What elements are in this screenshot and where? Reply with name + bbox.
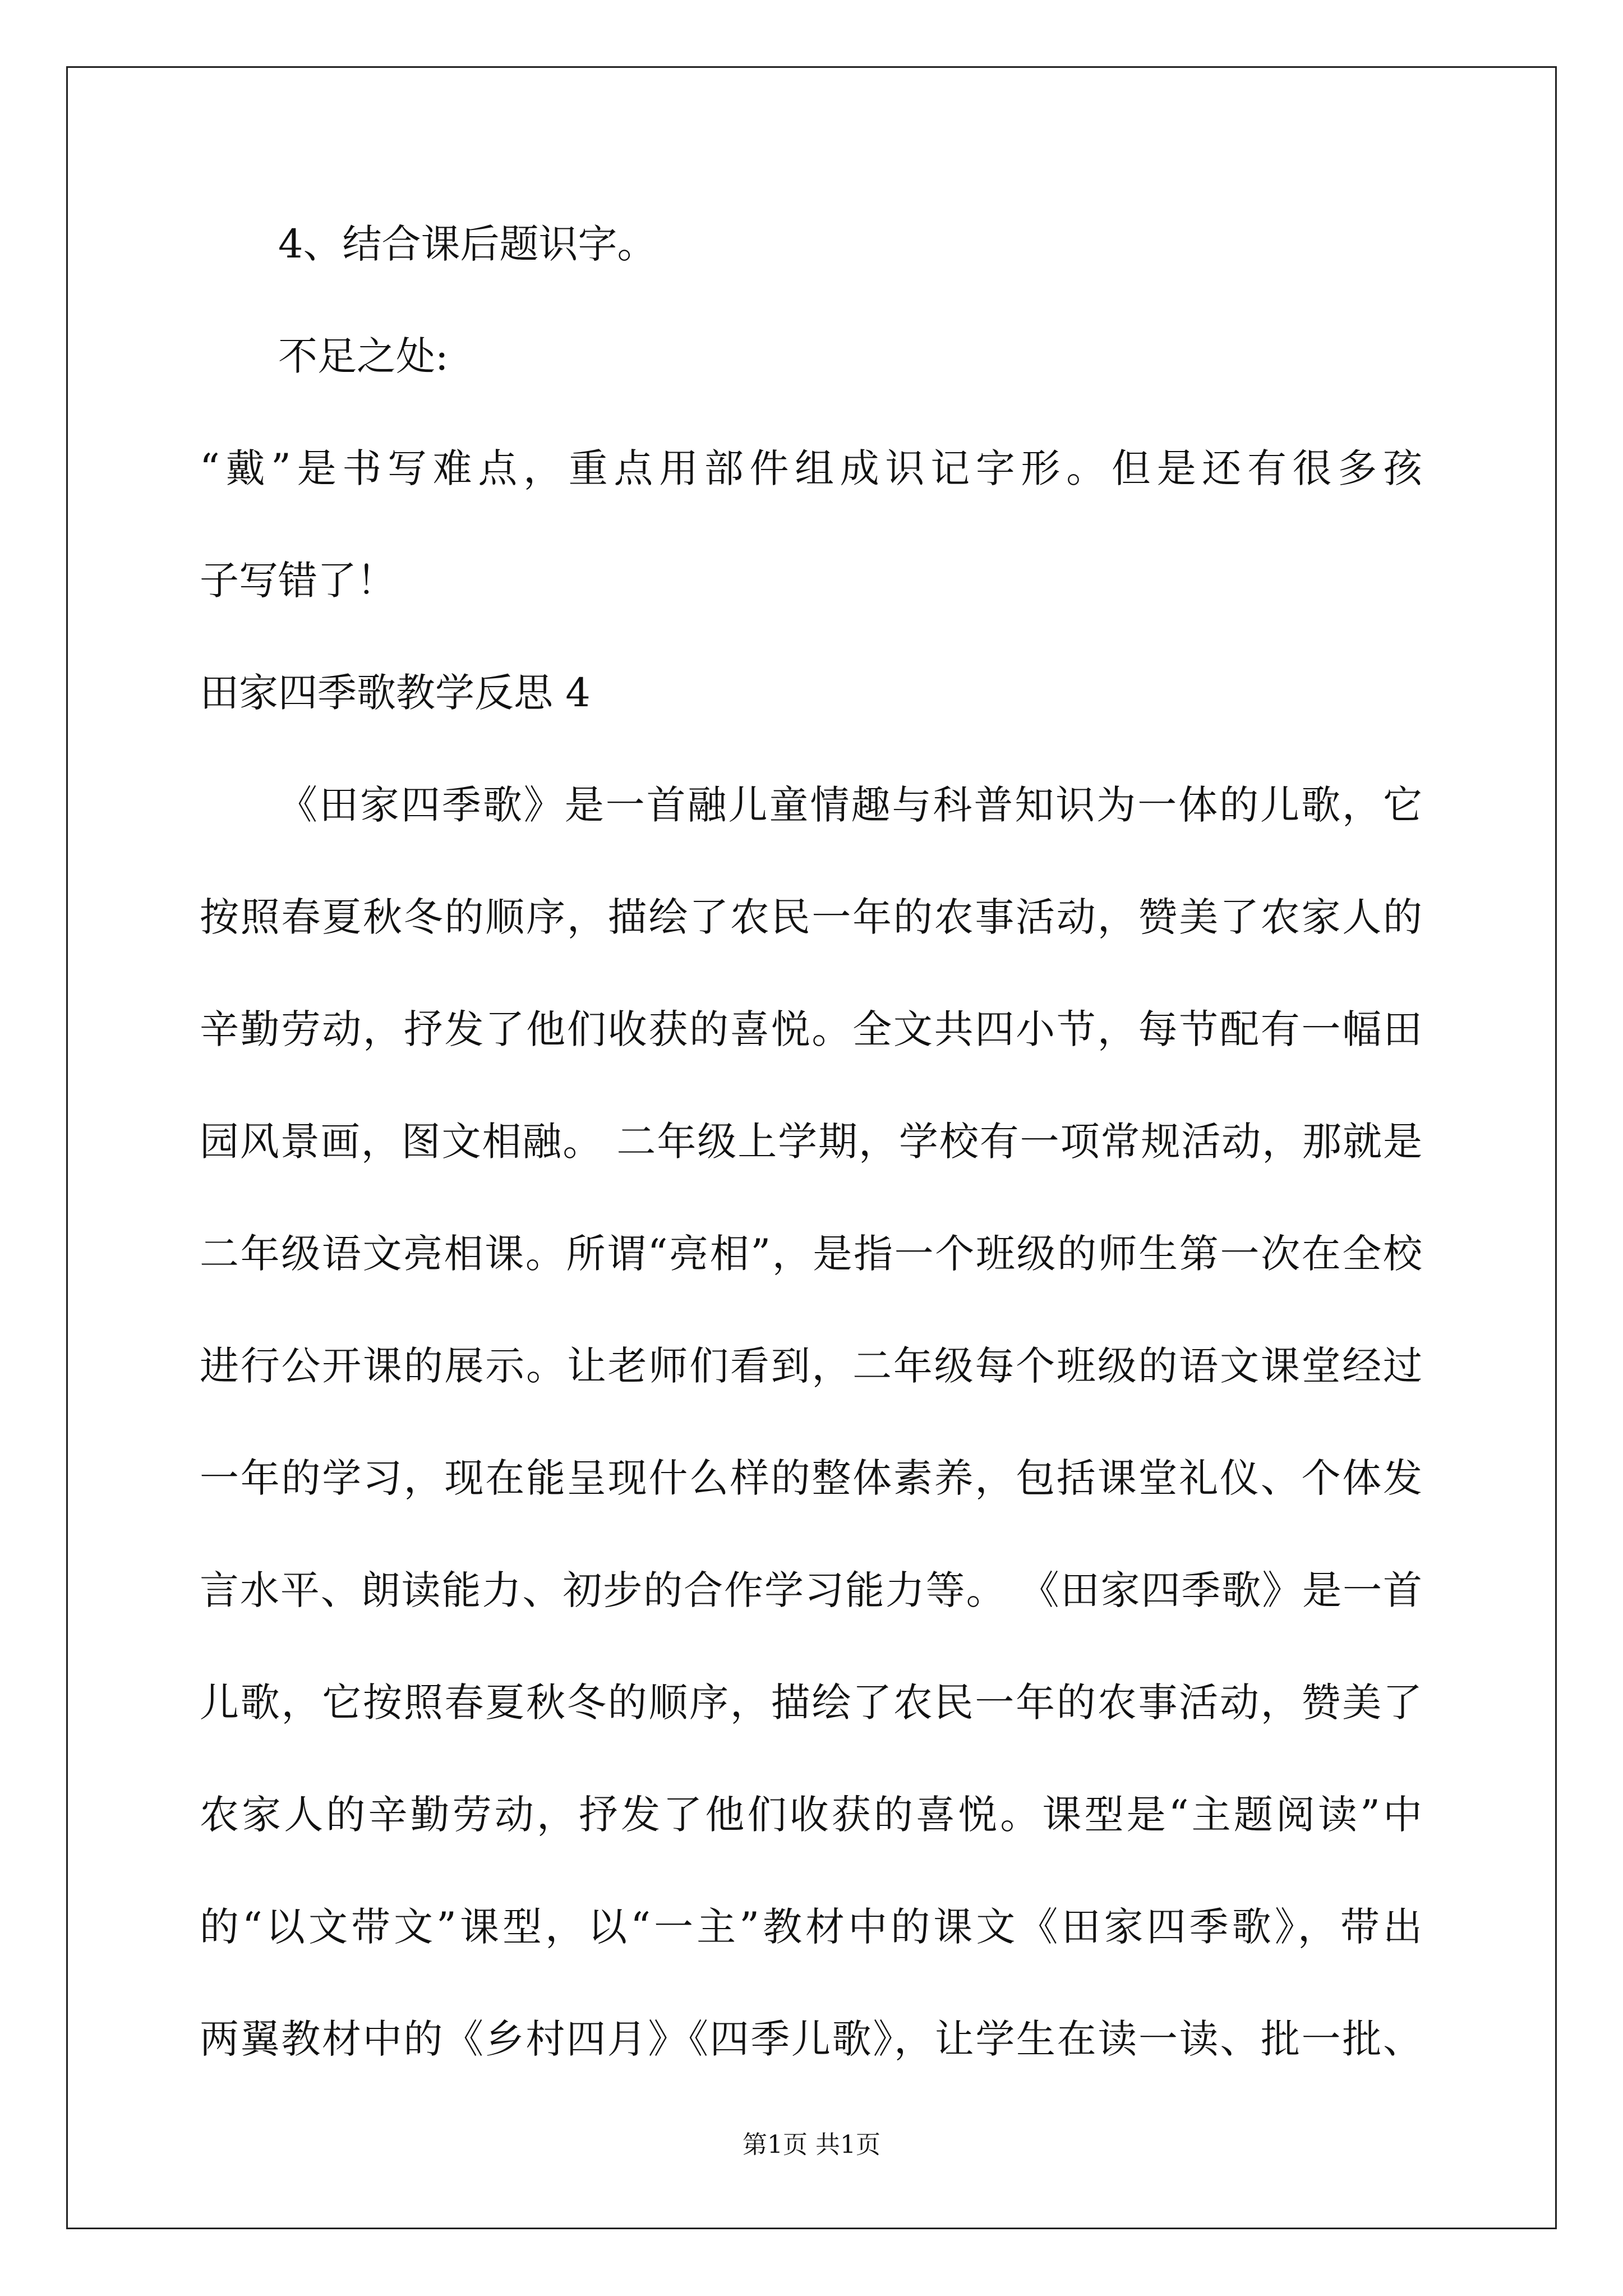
paragraph-line: 二年级语文亮相课。所谓“亮相”，是指一个班级的师生第一次在全校 [200, 1231, 1422, 1277]
paragraph-line: 按照春夏秋冬的顺序，描绘了农民一年的农事活动，赞美了农家人的 [200, 894, 1422, 940]
paragraph-line: 言水平、朗读能力、初步的合作学习能力等。 《田家四季歌》是一首 [200, 1567, 1422, 1613]
paragraph-line: 一年的学习，现在能呈现什么样的整体素养，包括课堂礼仪、个体发 [200, 1455, 1422, 1501]
paragraph-line: 子写错了！ [200, 558, 396, 604]
paragraph-line: 4、结合课后题识字。 [278, 221, 657, 267]
paragraph-line: 儿歌，它按照春夏秋冬的顺序，描绘了农民一年的农事活动，赞美了 [200, 1680, 1422, 1726]
paragraph-line: 不足之处: [278, 333, 449, 379]
section-heading: 田家四季歌教学反思 4 [200, 670, 591, 716]
paragraph-line: 农家人的辛勤劳动，抒发了他们收获的喜悦。课型是“主题阅读”中 [200, 1792, 1422, 1838]
paragraph-line: 《田家四季歌》是一首融儿童情趣与科普知识为一体的儿歌，它 [278, 782, 1422, 828]
paragraph-line: 园风景画，图文相融。 二年级上学期，学校有一项常规活动，那就是 [200, 1119, 1422, 1165]
paragraph-line: 的“以文带文”课型，以“一主”教材中的课文《田家四季歌》，带出 [200, 1904, 1422, 1950]
paragraph-line: “戴”是书写难点，重点用部件组成识记字形。但是还有很多孩 [200, 445, 1422, 491]
paragraph-line: 进行公开课的展示。让老师们看到，二年级每个班级的语文课堂经过 [200, 1343, 1422, 1389]
paragraph-line: 两翼教材中的《乡村四月》《四季儿歌》，让学生在读一读、批一批、 [200, 2016, 1422, 2062]
page-footer: 第1页 共1页 [743, 2131, 880, 2159]
paragraph-line: 辛勤劳动，抒发了他们收获的喜悦。全文共四小节，每节配有一幅田 [200, 1006, 1422, 1052]
